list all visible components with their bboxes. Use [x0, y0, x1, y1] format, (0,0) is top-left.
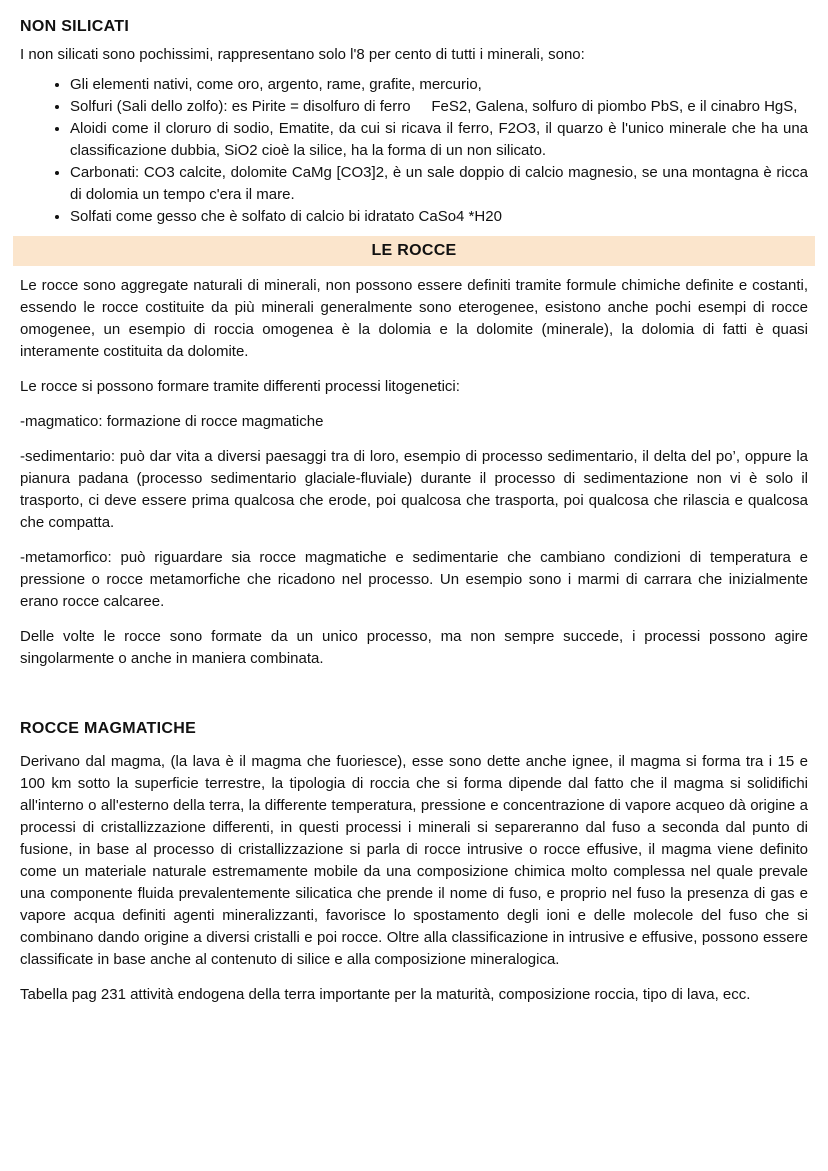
paragraph: Delle volte le rocce sono formate da un unico processo, ma non sempre succede, i processi possono agire singolarmente o anche in maniera combinata. — [20, 628, 808, 667]
list-item: • Solfati come gesso che è solfato di calcio bi idratato CaSo4 *H20 — [70, 206, 808, 228]
list-item: • Aloidi come il cloruro di sodio, Ematite, da cui si ricava il ferro, F2O3, il quarzo è l'unico minerale che ha una classificazione dubbia, SiO2 cioè la silice, ha la forma di un non silicato. — [70, 118, 808, 162]
paragraph: -magmatico: formazione di rocce magmatiche — [20, 413, 324, 430]
paragraph: Tabella pag 231 attività endogena della terra importante per la maturità, composizione roccia, tipo di lava, ecc. — [20, 986, 751, 1003]
list-item: • Solfuri (Sali dello zolfo): es Pirite = disolfuro di ferro FeS2, Galena, solfuro di piombo PbS, e il cinabro HgS, — [70, 96, 808, 118]
paragraph: Derivano dal magma, (la lava è il magma che fuoriesce), esse sono dette anche ignee, il magma si forma tra i 15 e 100 km sotto la superficie terrestre, la tipologia di roccia che si forma dipende dal fatto che il magma si solidifichi all'interno o all'esterno della terra, la differente temperatura, pressione e concentrazione di vapore acqueo dà origine a processi di cristallizzazione differenti, in questi processi i minerali si separeranno dal fuso a seconda dal punto di fusione, in base al processo di cristallizzazione si parla di rocce intrusive o rocce effusive, il magma viene definito come un materiale naturale estremamente mobile da una composizione chimica molto complessa nel quale prevale una componente fluida prevalentemente silicatica che prende il nome di fuso, e proprio nel fuso la presenza di gas e vapore acqua definiti agenti mineralizzanti, favorisce lo spostamento degli ioni e delle molecole del fuso che si combinano dando origine a diversi cristalli e poi rocce. Oltre alla classificazione in intrusive e effusive, possono essere classificate in base anche al contenuto di silice e alla composizione mineralogica. — [20, 753, 808, 968]
non-silicati-list — [20, 74, 808, 228]
section-heading-non-silicati: NON SILICATI — [20, 18, 130, 35]
paragraph: Le rocce sono aggregate naturali di minerali, non possono essere definiti tramite formule chimiche definite e costanti, essendo le rocce costituite da più minerali generalmente sono eterogenee, esistono anche pochi esempi di rocce omogenee, un esempio di roccia omogenea è la dolomia e la dolomite (minerale), la dolomia di fatti è quasi interamente costituita da dolomite. — [20, 277, 808, 360]
paragraph: -metamorfico: può riguardare sia rocce magmatiche e sedimentarie che cambiano condizioni di temperatura e pressione o rocce metamorfiche che ricadono nel processo. Un esempio sono i marmi di carrara che inizialmente erano rocce calcaree. — [20, 549, 808, 610]
intro-paragraph: I non silicati sono pochissimi, rappresentano solo l'8 per cento di tutti i minerali, sono: — [20, 46, 585, 63]
paragraph: Le rocce si possono formare tramite differenti processi litogenetici: — [20, 378, 460, 395]
section-banner-le-rocce: LE ROCCE — [13, 236, 815, 266]
list-item: • Carbonati: CO3 calcite, dolomite CaMg [CO3]2, è un sale doppio di calcio magnesio, se una montagna è ricca di dolomia un tempo c'era il mare. — [70, 162, 808, 206]
list-item: • Gli elementi nativi, come oro, argento, rame, grafite, mercurio, — [70, 74, 808, 96]
section-heading-rocce-magmatiche: ROCCE MAGMATICHE — [20, 720, 197, 737]
paragraph: -sedimentario: può dar vita a diversi paesaggi tra di loro, esempio di processo sedimentario, il delta del po’, oppure la pianura padana (processo sedimentario glaciale-fluviale) durante il processo di sedimentazione non vi è solo il trasporto, ci deve essere prima qualcosa che erode, poi qualcosa che trasporta, poi qualcosa che rilascia e qualcosa che compatta. — [20, 448, 808, 531]
